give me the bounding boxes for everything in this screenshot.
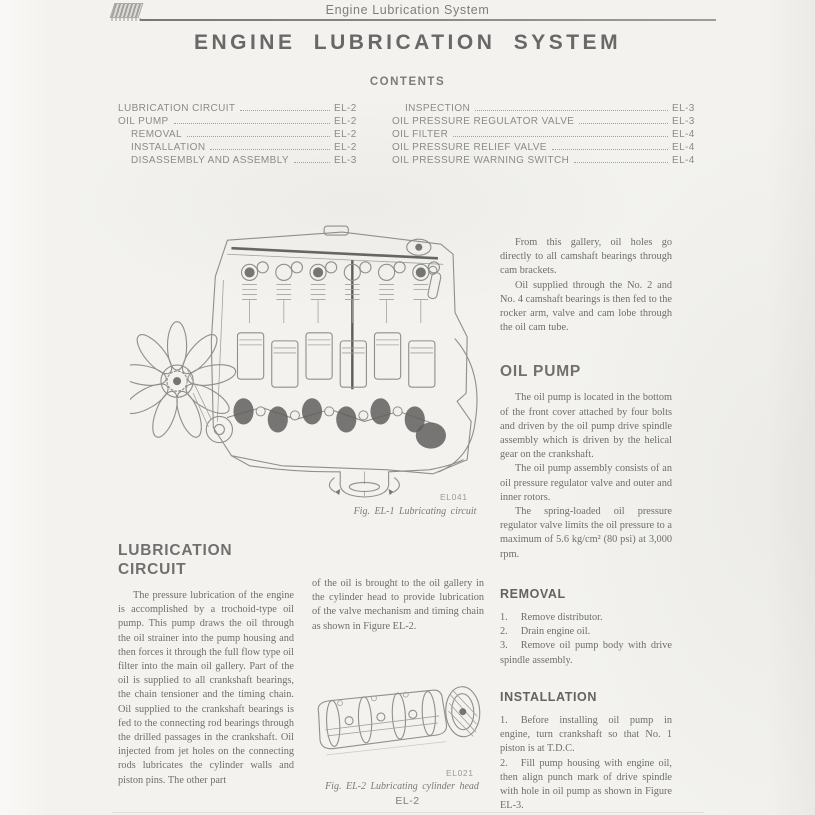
camshaft-oiling-paragraph-2: Oil supplied through the No. 2 and No. 4 camshaft bearings is then fed to the rocker arm, valve and cam lobe through the oil cam tube. bbox=[500, 279, 672, 334]
step-number: 2. bbox=[500, 757, 508, 769]
step-text: Remove oil pump body with drive spindle assembly. bbox=[500, 640, 672, 666]
step-text: Remove distributor. bbox=[520, 612, 603, 624]
toc-page-ref: EL-2 bbox=[334, 129, 357, 140]
right-column bbox=[500, 236, 672, 814]
lubrication-circuit-section bbox=[118, 541, 294, 788]
toc-dot-leader bbox=[453, 136, 668, 137]
table-of-contents bbox=[118, 103, 698, 168]
removal-step bbox=[500, 625, 672, 639]
toc-dot-leader bbox=[240, 110, 330, 111]
figure-el2-caption: Fig. EL-2 Lubricating cylinder head bbox=[325, 781, 479, 792]
step-number: 3. bbox=[500, 640, 508, 652]
removal-step bbox=[500, 639, 672, 667]
toc-dot-leader bbox=[187, 136, 330, 137]
oil-pump-paragraph-1: The oil pump is located in the bottom of the front cover attached by four bolts and driven by the oil pump drive spindle assembly which is driven by the helical gear on the crankshaft. bbox=[500, 392, 672, 461]
toc-page-ref: EL-3 bbox=[672, 103, 695, 114]
step-text: Before installing oil pump in engine, turn crankshaft so that No. 1 piston is at T.D.C. bbox=[500, 715, 672, 755]
toc-page-ref: EL-2 bbox=[334, 116, 357, 127]
cylinder-head-figure bbox=[304, 666, 496, 766]
figure-el2-code: EL021 bbox=[446, 768, 474, 778]
running-title: Engine Lubrication System bbox=[325, 3, 490, 17]
toc-label: OIL PRESSURE RELIEF VALVE bbox=[392, 142, 547, 153]
page-title: ENGINE LUBRICATION SYSTEM bbox=[193, 31, 622, 54]
toc-row bbox=[392, 142, 698, 155]
toc-dot-leader bbox=[552, 149, 668, 150]
toc-label: OIL PUMP bbox=[118, 116, 169, 127]
step-text: Drain engine oil. bbox=[520, 626, 591, 638]
toc-label: LUBRICATION CIRCUIT bbox=[118, 103, 236, 114]
toc-page-ref: EL-4 bbox=[672, 129, 695, 140]
lubrication-circuit-paragraph: The pressure lubrication of the engine is accomplished by a trochoid-type oil pump. This pump draws the oil through the oil strainer into the pump housing and then forces it through the full flow type oil filter into the main oil gallery. Part of the oil is supplied to all crankshaft bearings, the chain tensioner and the timing chain. Oil supplied to the crankshaft bearings is fed to the connecting rod bearings through the drilled passages in the crankshaft. Oil injected from jet holes on the connecting rods lubricates the cylinder walls and piston pins. The other part bbox=[118, 590, 294, 786]
toc-right-column bbox=[392, 103, 698, 168]
oil-pump-paragraph-3: The spring-loaded oil pressure regulator valve limits the oil pressure to a maximum of 5.6 kg/cm² (80 psi) at 3,000 rpm. bbox=[500, 506, 672, 560]
toc-left-column bbox=[118, 103, 360, 168]
engine-lubricating-circuit-figure bbox=[130, 220, 486, 498]
toc-dot-leader bbox=[579, 123, 668, 124]
toc-page-ref: EL-4 bbox=[672, 142, 695, 153]
installation-step bbox=[500, 714, 672, 757]
header-rule bbox=[140, 19, 716, 21]
contents-heading: CONTENTS bbox=[369, 76, 446, 88]
toc-dot-leader bbox=[574, 162, 668, 163]
toc-label: OIL PRESSURE REGULATOR VALVE bbox=[392, 116, 575, 127]
toc-label: OIL FILTER bbox=[392, 129, 449, 140]
toc-row bbox=[118, 103, 360, 116]
step-number: 1. bbox=[500, 715, 508, 727]
toc-page-ref: EL-3 bbox=[672, 116, 695, 127]
toc-page-ref: EL-3 bbox=[334, 155, 357, 166]
toc-dot-leader bbox=[174, 123, 330, 124]
oil-pump-heading: OIL PUMP bbox=[500, 363, 582, 381]
toc-row bbox=[118, 129, 360, 142]
lubrication-circuit-paragraph-continued: of the oil is brought to the oil gallery in the cylinder head to provide lubrication of the valve mechanism and timing chain as shown in Figure EL-2. bbox=[312, 578, 484, 632]
lubrication-circuit-heading: LUBRICATION CIRCUIT bbox=[118, 542, 233, 578]
toc-label: DISASSEMBLY AND ASSEMBLY bbox=[131, 155, 289, 166]
step-number: 2. bbox=[500, 626, 508, 638]
toc-dot-leader bbox=[475, 110, 668, 111]
toc-dot-leader bbox=[294, 162, 330, 163]
toc-row bbox=[118, 155, 360, 168]
toc-row bbox=[392, 103, 698, 116]
toc-label: INSTALLATION bbox=[131, 142, 206, 153]
removal-heading: REMOVAL bbox=[500, 586, 566, 601]
toc-page-ref: EL-2 bbox=[334, 103, 357, 114]
brand-logo-subline bbox=[111, 18, 141, 21]
toc-row bbox=[392, 155, 698, 168]
toc-label: OIL PRESSURE WARNING SWITCH bbox=[392, 155, 570, 166]
footer-rule bbox=[112, 812, 704, 813]
page-number: EL-2 bbox=[395, 795, 420, 807]
lubrication-circuit-continued bbox=[312, 577, 484, 634]
toc-row bbox=[118, 116, 360, 129]
figure-el1-caption: Fig. EL-1 Lubricating circuit bbox=[353, 506, 477, 517]
toc-page-ref: EL-2 bbox=[334, 142, 357, 153]
toc-row bbox=[392, 116, 698, 129]
toc-label: REMOVAL bbox=[131, 129, 182, 140]
toc-page-ref: EL-4 bbox=[672, 155, 695, 166]
installation-heading: INSTALLATION bbox=[500, 689, 598, 704]
toc-row bbox=[118, 142, 360, 155]
toc-dot-leader bbox=[210, 149, 330, 150]
step-number: 1. bbox=[500, 612, 508, 624]
step-text: Fill pump housing with engine oil, then align punch mark of drive spindle with hole in oil pump as shown in Figure EL-3. bbox=[500, 757, 672, 812]
oil-pump-paragraph-2: The oil pump assembly consists of an oil pressure regulator valve and outer and inner rotors. bbox=[500, 463, 672, 503]
toc-row bbox=[392, 129, 698, 142]
figure-el1-code: EL041 bbox=[440, 492, 468, 502]
toc-label: INSPECTION bbox=[405, 103, 471, 114]
removal-step bbox=[500, 611, 672, 625]
camshaft-oiling-paragraph-1: From this gallery, oil holes go directly to all camshaft bearings through cam brackets. bbox=[500, 237, 672, 277]
